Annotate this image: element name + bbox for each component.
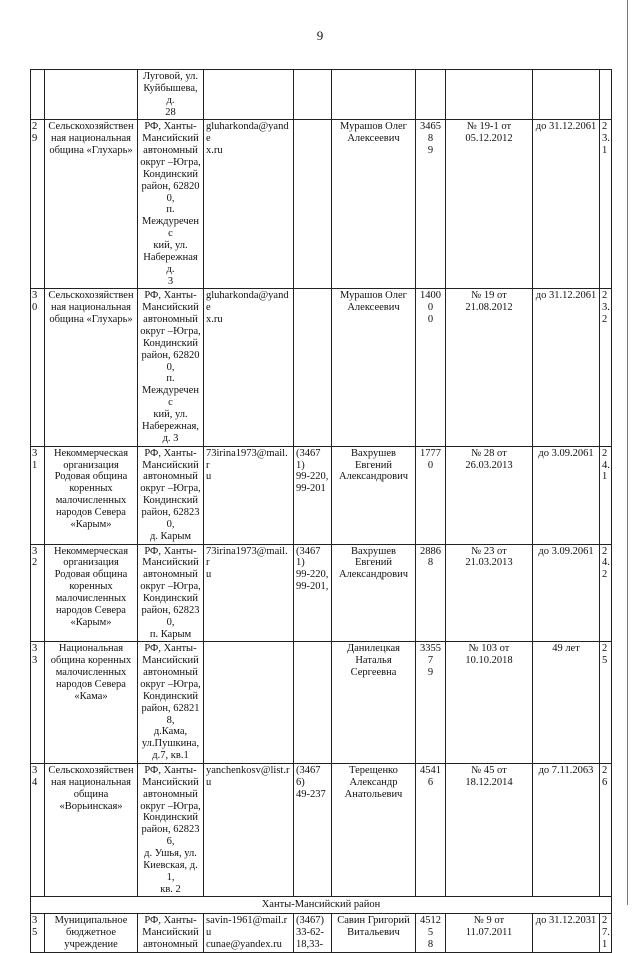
org-address-cell: РФ, Ханты- Мансийский автономный округ –Югра, Кондинский район, 628230, д. Карым [138, 446, 204, 544]
org-head-cell: Савин Григорий Витальевич [332, 914, 416, 953]
row-number-cell: 33 [31, 642, 45, 764]
org-phone-cell: (34671) 99-220, 99-201 [294, 446, 332, 544]
table-row [31, 642, 612, 764]
org-email-cell: 73irina1973@mail.r u [204, 446, 294, 544]
reg-number-cell: 23.1 [600, 120, 612, 289]
org-address-cell: РФ, Ханты- Мансийский автономный округ –Югра, Кондинский район, 628218, д.Кама, ул.Пушкина, д.7, кв.1 [138, 642, 204, 764]
reg-number-cell: 27.1 [600, 914, 612, 953]
org-inn-cell: 17770 [416, 446, 446, 544]
term-cell [533, 70, 600, 120]
reg-number-cell [600, 70, 612, 120]
decision-ref-cell: № 103 от 10.10.2018 [446, 642, 533, 764]
org-head-cell: Вахрушев Евгений Александрович [332, 544, 416, 642]
org-address-cell: РФ, Ханты- Мансийский автономный округ –Югра, Кондинский район, 628230, п. Карым [138, 544, 204, 642]
org-phone-cell [294, 120, 332, 289]
term-cell: до 31.12.2031 [533, 914, 600, 953]
org-phone-cell: (3467) 33-62- 18,33- [294, 914, 332, 953]
row-number-cell: 35 [31, 914, 45, 953]
term-cell: до 3.09.2061 [533, 544, 600, 642]
org-phone-cell [294, 70, 332, 120]
reg-number-cell: 25 [600, 642, 612, 764]
org-inn-cell: 33557 9 [416, 642, 446, 764]
term-cell: до 3.09.2061 [533, 446, 600, 544]
table-row [31, 446, 612, 544]
row-number-cell: 34 [31, 763, 45, 896]
decision-ref-cell: № 9 от 11.07.2011 [446, 914, 533, 953]
org-name-cell: Сельскохозяйствен ная национальная община «Ворьинская» [45, 763, 138, 896]
reg-number-cell: 24.2 [600, 544, 612, 642]
org-email-cell [204, 70, 294, 120]
org-head-cell: Мурашов Олег Алексеевич [332, 120, 416, 289]
org-name-cell: Сельскохозяйствен ная национальная община «Глухарь» [45, 120, 138, 289]
org-head-cell [332, 70, 416, 120]
org-inn-cell: 14000 0 [416, 289, 446, 446]
table-row [31, 70, 612, 120]
org-email-cell: gluharkonda@yande x.ru [204, 289, 294, 446]
row-number-cell: 31 [31, 446, 45, 544]
org-email-cell: yanchenkosv@list.r u [204, 763, 294, 896]
org-name-cell [45, 70, 138, 120]
decision-ref-cell [446, 70, 533, 120]
org-phone-cell: (34676) 49-237 [294, 763, 332, 896]
table-row [31, 544, 612, 642]
term-cell: до 7.11.2063 [533, 763, 600, 896]
org-inn-cell [416, 70, 446, 120]
decision-ref-cell: № 45 от 18.12.2014 [446, 763, 533, 896]
org-head-cell: Вахрушев Евгений Александрович [332, 446, 416, 544]
page-edge-line [627, 0, 628, 905]
org-email-cell: gluharkonda@yande x.ru [204, 120, 294, 289]
row-number-cell: 32 [31, 544, 45, 642]
org-address-cell: РФ, Ханты- Мансийский автономный [138, 914, 204, 953]
decision-ref-cell: № 19-1 от 05.12.2012 [446, 120, 533, 289]
org-email-cell [204, 642, 294, 764]
row-number-cell: 29 [31, 120, 45, 289]
row-number-cell: 30 [31, 289, 45, 446]
org-inn-cell: 28868 [416, 544, 446, 642]
org-inn-cell: 45416 [416, 763, 446, 896]
decision-ref-cell: № 19 от 21.08.2012 [446, 289, 533, 446]
page-number: 9 [316, 28, 324, 43]
org-inn-cell: 34658 9 [416, 120, 446, 289]
org-phone-cell: (34671) 99-220, 99-201, [294, 544, 332, 642]
org-email-cell: savin-1961@mail.ru cunae@yandex.ru [204, 914, 294, 953]
org-name-cell: Некоммерческая организация Родовая община коренных малочисленных народов Севера «Карым» [45, 446, 138, 544]
org-address-cell: РФ, Ханты- Мансийский автономный округ –Югра, Кондинский район, 628200, п. Междуреченс кий, ул. Набережная, д. 3 [138, 289, 204, 446]
table-row [31, 120, 612, 289]
table-row [31, 763, 612, 896]
org-phone-cell [294, 289, 332, 446]
registry-table [30, 69, 612, 953]
table-row [31, 914, 612, 953]
section-row [31, 897, 612, 914]
org-head-cell: Терещенко Александр Анатольевич [332, 763, 416, 896]
org-head-cell: Мурашов Олег Алексеевич [332, 289, 416, 446]
decision-ref-cell: № 23 от 21.03.2013 [446, 544, 533, 642]
org-name-cell: Национальная община коренных малочисленных народов Севера «Кама» [45, 642, 138, 764]
row-number-cell [31, 70, 45, 120]
reg-number-cell: 23.2 [600, 289, 612, 446]
table-row [31, 289, 612, 446]
org-head-cell: Данилецкая Наталья Сергеевна [332, 642, 416, 764]
org-email-cell: 73irina1973@mail.r u [204, 544, 294, 642]
org-address-cell: Луговой, ул. Куйбышева, д. 28 [138, 70, 204, 120]
term-cell: 49 лет [533, 642, 600, 764]
reg-number-cell: 26 [600, 763, 612, 896]
org-name-cell: Сельскохозяйствен ная национальная община «Глухарь» [45, 289, 138, 446]
org-phone-cell [294, 642, 332, 764]
term-cell: до 31.12.2061 [533, 289, 600, 446]
org-name-cell: Некоммерческая организация Родовая община коренных малочисленных народов Севера «Карым» [45, 544, 138, 642]
org-address-cell: РФ, Ханты- Мансийский автономный округ –Югра, Кондинский район, 628236, д. Ушья, ул. Киевская, д. 1, кв. 2 [138, 763, 204, 896]
term-cell: до 31.12.2061 [533, 120, 600, 289]
org-inn-cell: 45125 8 [416, 914, 446, 953]
org-address-cell: РФ, Ханты- Мансийский автономный округ –Югра, Кондинский район, 628200, п. Междуреченс кий, ул. Набережная д. 3 [138, 120, 204, 289]
reg-number-cell: 24.1 [600, 446, 612, 544]
org-name-cell: Муниципальное бюджетное учреждение [45, 914, 138, 953]
section-heading: Ханты-Мансийский район [31, 897, 612, 914]
decision-ref-cell: № 28 от 26.03.2013 [446, 446, 533, 544]
